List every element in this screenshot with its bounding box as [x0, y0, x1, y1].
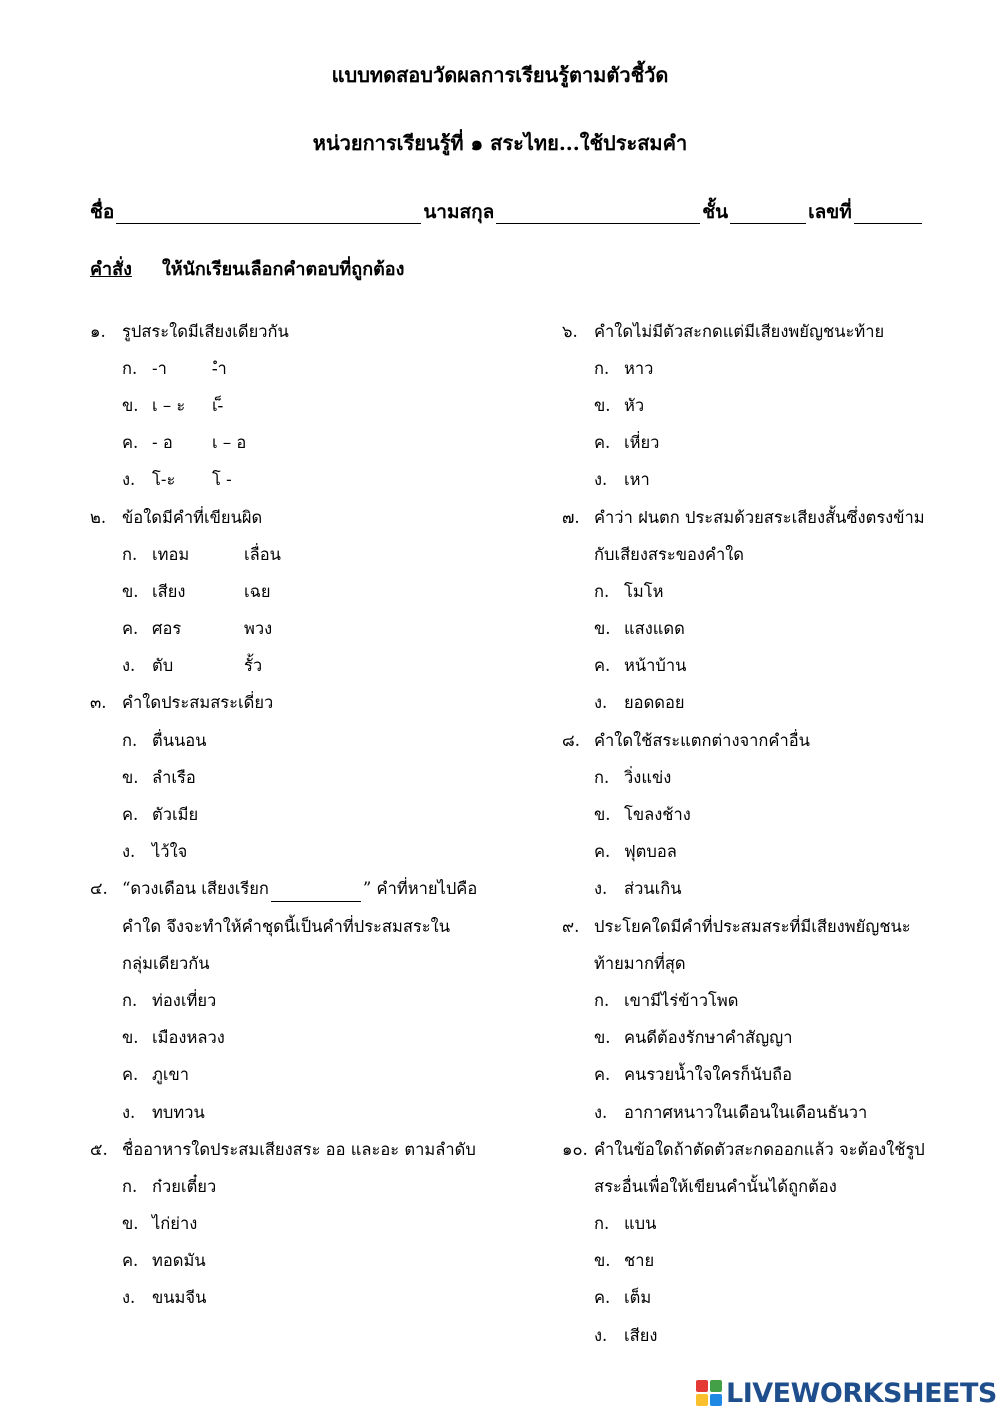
question-prompt: [90, 313, 530, 350]
option-text-second: พวง: [244, 619, 273, 639]
answer-option[interactable]: [562, 871, 962, 908]
answer-option[interactable]: [562, 462, 962, 499]
questions-left-column: [90, 313, 530, 1317]
question-text: คำใดประสมสระเดี่ยว: [122, 693, 274, 713]
question-text: คำว่า ฝนตก ประสมด้วยสระเสียงสั้นซึ่งตรงข้าม: [594, 507, 925, 527]
option-text: ชาย: [624, 1251, 655, 1271]
option-letter: ข.: [594, 1251, 611, 1271]
option-letter: ค.: [594, 1288, 611, 1308]
question: [90, 871, 530, 1131]
question-number: ๘.: [562, 730, 580, 750]
option-text: ไว้ใจ: [152, 842, 188, 862]
question: [90, 499, 530, 685]
option-letter: ค.: [122, 1251, 139, 1271]
answer-option[interactable]: [90, 462, 530, 499]
answer-option[interactable]: [90, 1094, 530, 1131]
question-text: รูปสระใดมีเสียงเดียวกัน: [122, 321, 289, 341]
answer-option[interactable]: [562, 648, 962, 685]
answer-option[interactable]: [562, 1094, 962, 1131]
option-letter: ง.: [594, 879, 608, 899]
answer-option[interactable]: [90, 573, 530, 610]
answer-option[interactable]: [90, 722, 530, 759]
option-letter: ค.: [594, 433, 611, 453]
answer-option[interactable]: [90, 834, 530, 871]
question-prompt: [562, 313, 962, 350]
questions-right-column: [562, 313, 962, 1354]
option-letter: ค.: [122, 1065, 139, 1085]
question: [562, 722, 962, 908]
option-text: ขนมจีน: [152, 1288, 207, 1308]
answer-option[interactable]: [90, 425, 530, 462]
option-text-second: รั้ว: [244, 656, 263, 676]
option-text: หน้าบ้าน: [624, 656, 687, 676]
option-text: วิ่งแข่ง: [624, 767, 672, 787]
question: [562, 499, 962, 722]
answer-option[interactable]: [562, 834, 962, 871]
option-letter: ค.: [594, 842, 611, 862]
option-text: ลำเรือ: [152, 767, 196, 787]
question: [90, 1131, 530, 1317]
option-letter: ง.: [594, 1102, 608, 1122]
option-text: - อ: [152, 433, 173, 453]
option-text: ตื่นนอน: [152, 730, 207, 750]
option-text: คนรวยน้ำใจใครก็นับถือ: [624, 1065, 792, 1085]
watermark-text: LIVEWORKSHEETS: [726, 1377, 997, 1409]
option-letter: ข.: [594, 395, 611, 415]
instruction-text: ให้นักเรียนเลือกคำตอบที่ถูกต้อง: [161, 259, 405, 280]
answer-option[interactable]: [562, 1057, 962, 1094]
option-letter: ค.: [122, 433, 139, 453]
option-text: ตับ: [152, 656, 174, 676]
answer-option[interactable]: [562, 1280, 962, 1317]
option-text: เหา: [624, 470, 650, 490]
option-letter: ค.: [594, 1065, 611, 1085]
question-prompt: [90, 871, 530, 908]
option-letter: ข.: [122, 1214, 139, 1234]
question-prompt: [562, 908, 962, 945]
option-text: อากาศหนาวในเดือนในเดือนธันวา: [624, 1102, 868, 1122]
fill-blank[interactable]: [271, 881, 361, 902]
question: [562, 908, 962, 1131]
name-blank[interactable]: [116, 201, 421, 224]
student-info-line: [90, 194, 925, 224]
option-letter: ง.: [122, 656, 136, 676]
answer-option[interactable]: [90, 611, 530, 648]
option-text: ตัวเมีย: [152, 805, 199, 825]
option-letter: ก.: [122, 544, 138, 564]
option-text: แบน: [624, 1214, 657, 1234]
option-text: ทอดมัน: [152, 1251, 206, 1271]
question-prompt: [562, 499, 962, 536]
question-text-continued: กลุ่มเดียวกัน: [122, 954, 210, 974]
class-blank[interactable]: [730, 201, 806, 224]
option-text-second: โ -: [212, 470, 232, 490]
surname-label: นามสกุล: [423, 201, 495, 223]
option-letter: ข.: [122, 581, 139, 601]
option-text: โขลงช้าง: [624, 805, 691, 825]
option-text-second: -ำ: [212, 358, 227, 378]
question-text: ข้อใดมีคำที่เขียนผิด: [122, 507, 263, 527]
option-text: ศอร: [152, 619, 182, 639]
option-letter: ก.: [122, 1176, 138, 1196]
name-label: ชื่อ: [90, 201, 115, 223]
answer-option[interactable]: [90, 387, 530, 424]
number-label: เลขที่: [808, 201, 852, 223]
option-text: ก๋วยเตี๋ยว: [152, 1176, 217, 1196]
option-text-second: เลื่อน: [244, 544, 281, 564]
option-text: เขามีไร่ข้าวโพด: [624, 990, 739, 1010]
option-letter: ง.: [594, 470, 608, 490]
worksheet-subtitle: หน่วยการเรียนรู้ที่ ๑ สระไทย...ใช้ประสมคำ: [312, 131, 688, 155]
question-text: [122, 876, 477, 902]
option-text: ยอดดอย: [624, 693, 685, 713]
question-text: คำในข้อใดถ้าตัดตัวสะกดออกแล้ว จะต้องใช้รูป: [594, 1139, 925, 1159]
answer-option[interactable]: [90, 759, 530, 796]
question-number: ๖.: [562, 321, 578, 341]
instruction-label: คำสั่ง: [90, 259, 132, 280]
question-prompt: [90, 499, 530, 536]
answer-option[interactable]: [562, 350, 962, 387]
option-text-second: เ – อ: [212, 433, 247, 453]
answer-option[interactable]: [90, 796, 530, 833]
question-number: ๑๐.: [562, 1139, 588, 1159]
option-text: หัว: [624, 395, 645, 415]
option-text: ฟุตบอล: [624, 842, 677, 862]
option-letter: ง.: [594, 1325, 608, 1345]
option-text: เหี่ยว: [624, 433, 660, 453]
answer-option[interactable]: [90, 1168, 530, 1205]
option-text: หาว: [624, 358, 654, 378]
question-number: ๗.: [562, 507, 580, 527]
option-letter: ก.: [594, 581, 610, 601]
question-text: ชื่ออาหารใดประสมเสียงสระ ออ และอะ ตามลำดับ: [122, 1139, 476, 1159]
answer-option[interactable]: [90, 1243, 530, 1280]
question-text-continued: ท้ายมากที่สุด: [594, 954, 686, 974]
option-letter: ง.: [122, 842, 136, 862]
surname-blank[interactable]: [496, 201, 700, 224]
option-letter: ข.: [594, 619, 611, 639]
option-letter: ก.: [594, 990, 610, 1010]
worksheet-title: แบบทดสอบวัดผลการเรียนรู้ตามตัวชี้วัด: [331, 63, 669, 87]
option-letter: ข.: [122, 767, 139, 787]
answer-option[interactable]: [562, 387, 962, 424]
answer-option[interactable]: [562, 1243, 962, 1280]
option-letter: ง.: [122, 1102, 136, 1122]
option-letter: ค.: [122, 805, 139, 825]
answer-option[interactable]: [562, 759, 962, 796]
liveworksheets-logo-icon: [696, 1380, 722, 1406]
logo-square: [696, 1380, 708, 1392]
answer-option[interactable]: [562, 573, 962, 610]
question-text: ประโยคใดมีคำที่ประสมสระที่มีเสียงพยัญชนะ: [594, 916, 911, 936]
option-text: เต็ม: [624, 1288, 652, 1308]
option-text: เ – ะ: [152, 395, 186, 415]
option-letter: ข.: [122, 395, 139, 415]
answer-option[interactable]: [90, 350, 530, 387]
option-letter: ก.: [122, 358, 138, 378]
option-letter: ก.: [122, 730, 138, 750]
liveworksheets-watermark: [696, 1378, 997, 1408]
question-text-start: “ดวงเดือน เสียงเรียก: [122, 879, 269, 899]
question-text-continued: กับเสียงสระของคำใด: [594, 545, 745, 565]
answer-option[interactable]: [90, 648, 530, 685]
instruction: [90, 255, 404, 285]
option-text: ส่วนเกิน: [624, 879, 682, 899]
option-text: เสียง: [152, 581, 186, 601]
question: [90, 313, 530, 499]
option-letter: ง.: [122, 470, 136, 490]
class-label: ชั้น: [702, 201, 729, 223]
option-letter: ง.: [122, 1288, 136, 1308]
question-number: ๕.: [90, 1139, 108, 1159]
answer-option[interactable]: [90, 1020, 530, 1057]
question-prompt: [90, 685, 530, 722]
option-text: แสงแดด: [624, 619, 685, 639]
option-text: -า: [152, 358, 167, 378]
question-text-continued: สระอื่นเพื่อให้เขียนคำนั้นได้ถูกต้อง: [594, 1177, 837, 1197]
question-prompt: [90, 1131, 530, 1168]
answer-option[interactable]: [562, 611, 962, 648]
question-text-end: ” คำที่หายไปคือ: [362, 879, 478, 899]
question: [90, 685, 530, 871]
option-letter: ง.: [594, 693, 608, 713]
logo-square: [710, 1380, 722, 1392]
logo-square: [696, 1394, 708, 1406]
answer-option[interactable]: [562, 1317, 962, 1354]
question-text-continued: คำใด จึงจะทำให้คำชุดนี้เป็นคำที่ประสมสระใน: [122, 917, 450, 936]
option-text: โ-ะ: [152, 470, 176, 490]
question: [562, 313, 962, 499]
option-letter: ก.: [122, 990, 138, 1010]
option-letter: ข.: [122, 1028, 139, 1048]
option-text: ภูเขา: [152, 1065, 190, 1085]
question: [562, 1131, 962, 1354]
answer-option[interactable]: [90, 1206, 530, 1243]
option-letter: ค.: [594, 656, 611, 676]
answer-option[interactable]: [562, 796, 962, 833]
option-text: ไก่ย่าง: [152, 1214, 198, 1234]
option-text: คนดีต้องรักษาคำสัญญา: [624, 1028, 793, 1048]
option-letter: ก.: [594, 358, 610, 378]
option-letter: ก.: [594, 1214, 610, 1234]
answer-option[interactable]: [562, 982, 962, 1019]
answer-option[interactable]: [562, 1206, 962, 1243]
question-number: ๔.: [90, 879, 108, 899]
question-text: คำใดใช้สระแตกต่างจากคำอื่น: [594, 730, 810, 750]
question-number: ๑.: [90, 321, 106, 341]
logo-square: [710, 1394, 722, 1406]
answer-option[interactable]: [90, 1280, 530, 1317]
answer-option[interactable]: [90, 982, 530, 1019]
number-blank[interactable]: [854, 201, 922, 224]
answer-option[interactable]: [562, 685, 962, 722]
option-text-second: เ-็: [212, 395, 224, 415]
question-number: ๒.: [90, 507, 107, 527]
answer-option[interactable]: [90, 536, 530, 573]
option-text: เสียง: [624, 1325, 658, 1345]
question-number: ๙.: [562, 916, 580, 936]
option-text: เมืองหลวง: [152, 1028, 225, 1048]
option-text: ทบทวน: [152, 1102, 205, 1122]
answer-option[interactable]: [562, 1020, 962, 1057]
option-letter: ข.: [594, 1028, 611, 1048]
answer-option[interactable]: [90, 1057, 530, 1094]
question-prompt: [562, 1131, 962, 1168]
question-number: ๓.: [90, 693, 107, 713]
option-letter: ข.: [594, 805, 611, 825]
question-prompt: [562, 722, 962, 759]
option-text: เทอม: [152, 544, 190, 564]
option-text-second: เฉย: [244, 581, 271, 601]
option-text: โมโห: [624, 581, 664, 601]
question-text: คำใดไม่มีตัวสะกดแต่มีเสียงพยัญชนะท้าย: [594, 321, 885, 341]
answer-option[interactable]: [562, 425, 962, 462]
option-text: ท่องเที่ยว: [152, 990, 217, 1010]
option-letter: ค.: [122, 619, 139, 639]
option-letter: ก.: [594, 767, 610, 787]
